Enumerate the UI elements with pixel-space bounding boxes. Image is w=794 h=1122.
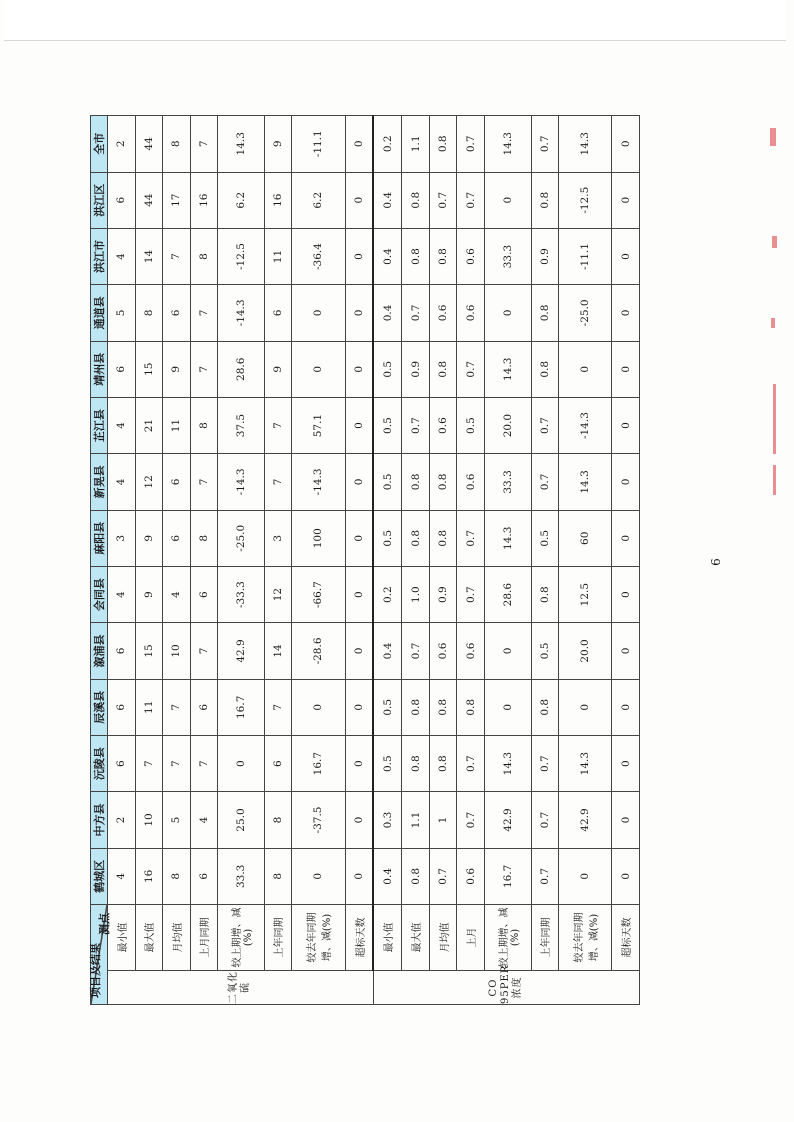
row-label: 较去年同期增、减(%) <box>559 905 612 971</box>
table-cell: 0 <box>345 510 373 566</box>
row-label: 最小值 <box>108 905 136 971</box>
table-cell: 7 <box>264 397 292 453</box>
table-cell: 16 <box>135 848 163 904</box>
table-cell: -14.3 <box>218 454 264 510</box>
table-cell: 0 <box>559 848 612 904</box>
table-cell: 0.5 <box>373 397 401 453</box>
table-cell: 100 <box>292 510 345 566</box>
table-cell: 6 <box>190 679 218 735</box>
table-cell: 0 <box>345 116 373 173</box>
red-stamp-mark <box>773 384 776 454</box>
table-cell: 6 <box>108 679 136 735</box>
table-cell: 0.5 <box>373 341 401 397</box>
table-cell: 0 <box>612 848 640 904</box>
table-cell: 1.1 <box>402 116 430 173</box>
table-cell: -37.5 <box>292 792 345 848</box>
table-cell: 11 <box>264 228 292 284</box>
column-header: 芷江县 <box>91 397 108 453</box>
row-label: 上年同期 <box>531 905 559 971</box>
table-cell: 42.9 <box>218 623 264 679</box>
table-cell: 6 <box>163 285 191 341</box>
table-cell: 0.5 <box>373 510 401 566</box>
table-cell: 0 <box>292 341 345 397</box>
table-cell: 60 <box>559 510 612 566</box>
table-row <box>457 116 485 1005</box>
table-body <box>108 116 640 1005</box>
table-row <box>218 116 264 1005</box>
table-cell: 11 <box>163 397 191 453</box>
table-cell: 14.3 <box>485 510 531 566</box>
table-cell: 0.8 <box>531 172 559 228</box>
column-header: 新晃县 <box>91 454 108 510</box>
table-cell: 11 <box>135 679 163 735</box>
table-cell: 0 <box>345 172 373 228</box>
table-cell: 0.4 <box>373 848 401 904</box>
column-header: 全市 <box>91 116 108 173</box>
table-row <box>135 116 163 1005</box>
group-label: 二氧化硫 <box>108 971 374 1005</box>
table-cell: 0 <box>612 510 640 566</box>
table-cell: 7 <box>190 341 218 397</box>
table-cell: 0.7 <box>457 566 485 622</box>
column-header: 鹤城区 <box>91 848 108 904</box>
table-row <box>190 116 218 1005</box>
table-cell: 0.7 <box>402 397 430 453</box>
group-label: CO 95PER浓度 <box>373 971 639 1005</box>
table-cell: 0 <box>612 341 640 397</box>
table-cell: 0.7 <box>457 341 485 397</box>
table-cell: 6 <box>190 848 218 904</box>
table-cell: 0 <box>345 679 373 735</box>
table-cell: 7 <box>264 454 292 510</box>
table-cell: 0 <box>345 285 373 341</box>
table-cell: 0.8 <box>402 735 430 791</box>
table-cell: 16.7 <box>218 679 264 735</box>
table-cell: 0 <box>345 566 373 622</box>
red-stamp-mark <box>773 465 776 495</box>
corner-label-bottom: 项目及结果 <box>89 943 102 998</box>
table-cell: 0.8 <box>429 454 457 510</box>
table-cell: 1.0 <box>402 566 430 622</box>
table-cell: 6 <box>264 735 292 791</box>
table-cell: 10 <box>135 792 163 848</box>
table-cell: 0.4 <box>373 623 401 679</box>
table-cell: 6.2 <box>218 172 264 228</box>
table-cell: 0.6 <box>429 623 457 679</box>
table-cell: 9 <box>135 510 163 566</box>
table-cell: 0.8 <box>531 341 559 397</box>
table-row <box>163 116 191 1005</box>
table-cell: 44 <box>135 172 163 228</box>
table-cell: 0.6 <box>457 454 485 510</box>
table-cell: 0.6 <box>457 623 485 679</box>
table-cell: 0.6 <box>429 397 457 453</box>
table-cell: 4 <box>108 454 136 510</box>
column-header: 溆浦县 <box>91 623 108 679</box>
table-cell: 0 <box>612 792 640 848</box>
table-cell: 0.8 <box>402 510 430 566</box>
table-cell: 7 <box>190 116 218 173</box>
table-cell: 0.8 <box>531 285 559 341</box>
table-cell: 1.1 <box>402 792 430 848</box>
table-cell: 7 <box>135 735 163 791</box>
table-cell: 0.6 <box>457 848 485 904</box>
table-cell: 0.8 <box>429 228 457 284</box>
table-cell: 0 <box>485 623 531 679</box>
table-cell: 0 <box>612 735 640 791</box>
table-cell: 8 <box>264 848 292 904</box>
table-cell: 17 <box>163 172 191 228</box>
table-cell: 7 <box>163 679 191 735</box>
table-cell: 7 <box>190 623 218 679</box>
table-cell: 16 <box>264 172 292 228</box>
row-label: 较上期增、减(%) <box>485 905 531 971</box>
table-cell: 7 <box>190 735 218 791</box>
table-cell: 0.9 <box>429 566 457 622</box>
table-cell: 14.3 <box>485 341 531 397</box>
table-cell: 0.7 <box>457 510 485 566</box>
table-cell: 6 <box>108 735 136 791</box>
table-cell: 14.3 <box>559 454 612 510</box>
column-header: 通道县 <box>91 285 108 341</box>
table-cell: 8 <box>163 848 191 904</box>
table-cell: 15 <box>135 341 163 397</box>
table-cell: 9 <box>264 341 292 397</box>
red-stamp-mark <box>771 318 775 328</box>
table-cell: 0 <box>345 623 373 679</box>
table-cell: 0 <box>345 735 373 791</box>
table-cell: 0 <box>612 116 640 173</box>
table-cell: 0 <box>345 792 373 848</box>
table-cell: 9 <box>163 341 191 397</box>
corner-label-top: 测点 <box>98 913 111 935</box>
table-cell: -28.6 <box>292 623 345 679</box>
table-cell: 0.6 <box>429 285 457 341</box>
table-row <box>559 116 612 1005</box>
table-cell: 0.7 <box>531 792 559 848</box>
table-cell: 44 <box>135 116 163 173</box>
header-row <box>91 116 108 1005</box>
row-label: 超标天数 <box>345 905 373 971</box>
table-cell: 0.7 <box>402 285 430 341</box>
table-row <box>612 116 640 1005</box>
table-cell: 0 <box>218 735 264 791</box>
table-cell: -12.5 <box>559 172 612 228</box>
table-cell: 0 <box>485 172 531 228</box>
table-row <box>292 116 345 1005</box>
table-cell: 14.3 <box>485 735 531 791</box>
table-cell: 8 <box>135 285 163 341</box>
table-cell: 37.5 <box>218 397 264 453</box>
data-table <box>90 115 640 1005</box>
table-cell: 8 <box>190 510 218 566</box>
table-cell: 25.0 <box>218 792 264 848</box>
table-cell: 0.9 <box>531 228 559 284</box>
row-label: 月均值 <box>429 905 457 971</box>
table-cell: 0.8 <box>402 679 430 735</box>
table-cell: 20.0 <box>559 623 612 679</box>
table-cell: 33.3 <box>485 228 531 284</box>
table-cell: 14.3 <box>485 116 531 173</box>
table-cell: 0 <box>559 679 612 735</box>
table-cell: 14.3 <box>559 116 612 173</box>
column-header: 中方县 <box>91 792 108 848</box>
table-cell: 8 <box>190 228 218 284</box>
table-row <box>373 116 401 1005</box>
table-cell: 2 <box>108 116 136 173</box>
table-cell: 0 <box>612 679 640 735</box>
table-cell: 6 <box>163 510 191 566</box>
table-cell: 0 <box>485 285 531 341</box>
table-cell: 0.6 <box>457 228 485 284</box>
table-cell: 0.8 <box>531 566 559 622</box>
table-cell: 0.7 <box>531 397 559 453</box>
table-cell: 0.4 <box>373 172 401 228</box>
column-header: 靖州县 <box>91 341 108 397</box>
table-cell: 0.3 <box>373 792 401 848</box>
column-header: 会同县 <box>91 566 108 622</box>
table-cell: 0.8 <box>402 228 430 284</box>
row-label: 最大值 <box>402 905 430 971</box>
table-cell: 0.7 <box>531 454 559 510</box>
row-label: 上年同期 <box>264 905 292 971</box>
table-cell: 0 <box>612 228 640 284</box>
table-cell: 14 <box>135 228 163 284</box>
table-row <box>402 116 430 1005</box>
red-stamp-mark <box>770 128 776 146</box>
table-cell: 4 <box>163 566 191 622</box>
table-cell: 16.7 <box>292 735 345 791</box>
table-cell: 0.4 <box>373 228 401 284</box>
table-cell: 0.7 <box>457 172 485 228</box>
table-cell: 0 <box>292 848 345 904</box>
table-cell: 0 <box>612 566 640 622</box>
table-cell: -14.3 <box>292 454 345 510</box>
table-cell: 0.8 <box>429 679 457 735</box>
table-cell: 16 <box>190 172 218 228</box>
table-cell: 0.8 <box>402 172 430 228</box>
row-label: 月均值 <box>163 905 191 971</box>
table-cell: 20.0 <box>485 397 531 453</box>
table-cell: 42.9 <box>485 792 531 848</box>
table-cell: 57.1 <box>292 397 345 453</box>
table-row <box>345 116 373 1005</box>
table-cell: -12.5 <box>218 228 264 284</box>
table-cell: 0.5 <box>531 510 559 566</box>
table-cell: 3 <box>264 510 292 566</box>
row-label: 上月 <box>457 905 485 971</box>
table-cell: 0.7 <box>457 116 485 173</box>
red-stamp-mark <box>772 236 777 248</box>
table-cell: 0.5 <box>373 454 401 510</box>
table-cell: 0.5 <box>373 735 401 791</box>
rotated-table-container <box>90 115 640 1005</box>
table-cell: 0 <box>612 623 640 679</box>
table-cell: 0.7 <box>429 848 457 904</box>
table-row <box>264 116 292 1005</box>
row-label: 最小值 <box>373 905 401 971</box>
table-cell: -11.1 <box>292 116 345 173</box>
column-header: 洪江市 <box>91 228 108 284</box>
table-cell: 0 <box>345 228 373 284</box>
table-cell: 0 <box>612 397 640 453</box>
table-cell: 0 <box>559 341 612 397</box>
table-cell: 0.7 <box>531 735 559 791</box>
table-cell: -66.7 <box>292 566 345 622</box>
column-header: 辰溪县 <box>91 679 108 735</box>
table-cell: 0.4 <box>373 285 401 341</box>
table-cell: 6 <box>190 566 218 622</box>
table-cell: 2 <box>108 792 136 848</box>
table-cell: 0.7 <box>457 735 485 791</box>
row-label: 较去年同期增、减(%) <box>292 905 345 971</box>
table-cell: 0.7 <box>531 116 559 173</box>
table-cell: 0.8 <box>402 848 430 904</box>
table-cell: 0 <box>345 454 373 510</box>
table-cell: 6.2 <box>292 172 345 228</box>
table-cell: 0.5 <box>457 397 485 453</box>
table-row <box>429 116 457 1005</box>
table-cell: 6 <box>264 285 292 341</box>
table-cell: 0.8 <box>429 341 457 397</box>
corner-cell <box>89 905 111 1005</box>
table-cell: 0.2 <box>373 566 401 622</box>
table-cell: 4 <box>108 848 136 904</box>
table-cell: 21 <box>135 397 163 453</box>
scan-edge <box>4 0 786 41</box>
table-cell: 6 <box>108 172 136 228</box>
table-cell: -25.0 <box>218 510 264 566</box>
table-cell: 7 <box>190 454 218 510</box>
table-cell: 7 <box>163 228 191 284</box>
table-cell: 5 <box>163 792 191 848</box>
table-cell: 3 <box>108 510 136 566</box>
row-label: 较上期增、减(%) <box>218 905 264 971</box>
table-cell: 8 <box>163 116 191 173</box>
table-cell: 12.5 <box>559 566 612 622</box>
table-cell: 0 <box>345 848 373 904</box>
column-header: 沅陵县 <box>91 735 108 791</box>
table-cell: 4 <box>108 566 136 622</box>
table-cell: 6 <box>108 341 136 397</box>
table-cell: 0.6 <box>457 285 485 341</box>
table-cell: -33.3 <box>218 566 264 622</box>
table-row <box>531 116 559 1005</box>
table-cell: 7 <box>264 679 292 735</box>
table-cell: 1 <box>429 792 457 848</box>
table-cell: 0 <box>292 285 345 341</box>
table-cell: 33.3 <box>218 848 264 904</box>
table-cell: -25.0 <box>559 285 612 341</box>
table-row <box>485 116 531 1005</box>
table-cell: 0 <box>485 679 531 735</box>
table-cell: 0.8 <box>429 735 457 791</box>
table-cell: 0.7 <box>457 792 485 848</box>
table-cell: -14.3 <box>559 397 612 453</box>
table-cell: 5 <box>108 285 136 341</box>
table-cell: 0 <box>612 454 640 510</box>
table-cell: 0.8 <box>402 454 430 510</box>
table-cell: 0 <box>612 172 640 228</box>
table-cell: 0 <box>345 341 373 397</box>
row-label: 最大值 <box>135 905 163 971</box>
table-cell: 0.8 <box>429 116 457 173</box>
table-cell: 9 <box>264 116 292 173</box>
table-cell: 8 <box>190 397 218 453</box>
table-cell: 0.8 <box>531 679 559 735</box>
row-label: 上月同期 <box>190 905 218 971</box>
table-cell: 0 <box>345 397 373 453</box>
table-cell: 0.2 <box>373 116 401 173</box>
page-number: 6 <box>708 558 723 566</box>
column-header: 麻阳县 <box>91 510 108 566</box>
table-cell: 6 <box>108 623 136 679</box>
table-cell: 12 <box>135 454 163 510</box>
table-cell: 0 <box>292 679 345 735</box>
table-cell: 16.7 <box>485 848 531 904</box>
table-cell: 0.7 <box>429 172 457 228</box>
table-cell: 7 <box>163 735 191 791</box>
table-cell: 0.5 <box>531 623 559 679</box>
table-cell: 0.8 <box>429 510 457 566</box>
table-cell: 14.3 <box>559 735 612 791</box>
table-cell: 8 <box>264 792 292 848</box>
table-cell: 12 <box>264 566 292 622</box>
table-cell: 4 <box>108 397 136 453</box>
table-cell: 28.6 <box>485 566 531 622</box>
table-cell: 42.9 <box>559 792 612 848</box>
table-cell: 4 <box>190 792 218 848</box>
table-row <box>108 116 136 1005</box>
table-cell: 9 <box>135 566 163 622</box>
table-cell: 0.7 <box>531 848 559 904</box>
table-cell: 14.3 <box>218 116 264 173</box>
table-cell: -11.1 <box>559 228 612 284</box>
table-cell: 0.8 <box>457 679 485 735</box>
table-cell: 0.7 <box>402 623 430 679</box>
table-cell: 4 <box>108 228 136 284</box>
table-cell: -14.3 <box>218 285 264 341</box>
table-cell: 28.6 <box>218 341 264 397</box>
table-cell: 0.5 <box>373 679 401 735</box>
table-cell: 15 <box>135 623 163 679</box>
row-label: 超标天数 <box>612 905 640 971</box>
table-cell: 14 <box>264 623 292 679</box>
column-header: 洪江区 <box>91 172 108 228</box>
table-cell: 0 <box>612 285 640 341</box>
table-cell: 7 <box>190 285 218 341</box>
table-cell: -36.4 <box>292 228 345 284</box>
table-cell: 0.9 <box>402 341 430 397</box>
table-cell: 10 <box>163 623 191 679</box>
table-cell: 33.3 <box>485 454 531 510</box>
table-cell: 6 <box>163 454 191 510</box>
